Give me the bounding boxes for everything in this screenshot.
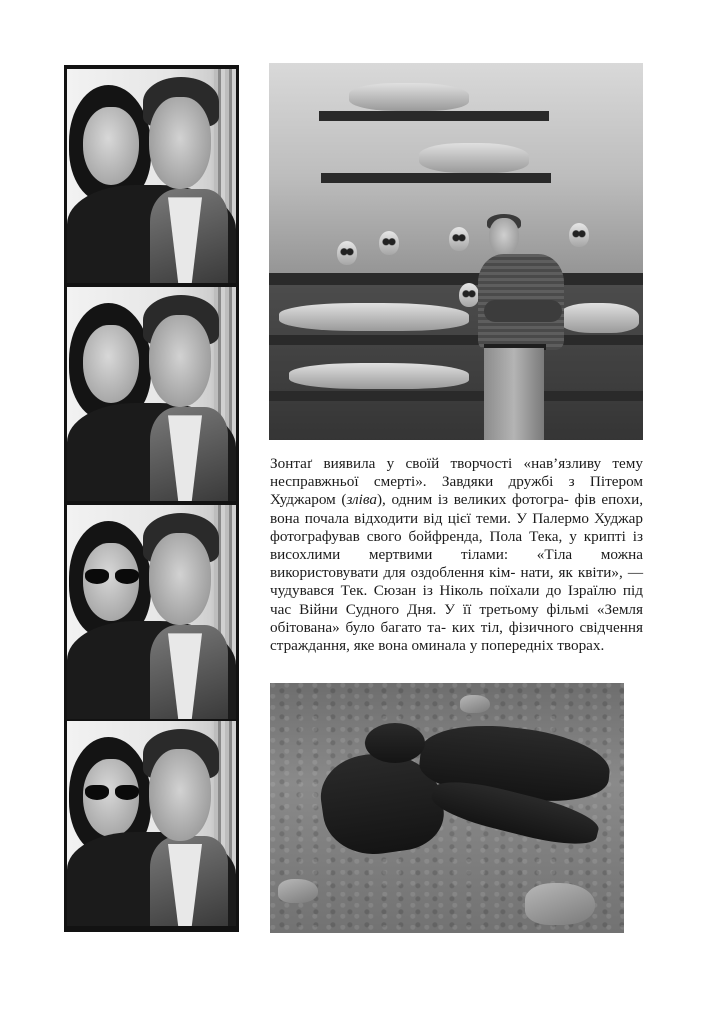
- caption-line: Пола Тека, у крипті із висохлими мертвими тілами:: [270, 527, 643, 564]
- sunglasses: [85, 569, 139, 585]
- caption-line: нати, як квіти», — чудувався Тек. Сюзан із Ніколь: [270, 564, 644, 600]
- caption-line: Худжаром (: [270, 491, 347, 509]
- sunglasses: [85, 785, 139, 801]
- caption-line: Зонтаґ виявила у своїй творчості «нав’язливу тему: [270, 455, 643, 472]
- caption-line: третьому фільмі «Земля обітована» було багато та-: [270, 600, 643, 636]
- caption-italic-text: зліва: [346, 491, 377, 509]
- photo-caption: [270, 455, 643, 655]
- caption-line: ), одним із великих фотогра-: [376, 491, 569, 509]
- caption-line: несправжньої смерті». Завдяки дружбі з Пітером: [270, 473, 643, 491]
- caption-line: фів епохи, вона почала відходити від цієї теми.: [270, 491, 644, 527]
- caption-line: «Тіла можна використовувати для оздоблення кім-: [270, 546, 643, 582]
- standing-man-figure: [484, 348, 544, 440]
- photobooth-strip-image: [64, 65, 239, 932]
- caption-line: У Палермо Худжар фотографував свого бойфренда,: [270, 509, 644, 545]
- photobooth-frame-3: [67, 505, 236, 719]
- corpse-photo: [270, 683, 624, 933]
- photobooth-frame-1: [67, 69, 236, 283]
- caption-line: ких тіл, фізичного свідчення страждання, яке вона: [270, 618, 643, 655]
- caption-line: оминала у попередніх творах.: [411, 637, 605, 655]
- photobooth-frame-4: [67, 721, 236, 926]
- caption-line: поїхали до Ізраїлю під час Війни Судного Дня. У її: [270, 582, 643, 618]
- photobooth-frame-2: [67, 287, 236, 501]
- catacombs-photo: [269, 63, 643, 440]
